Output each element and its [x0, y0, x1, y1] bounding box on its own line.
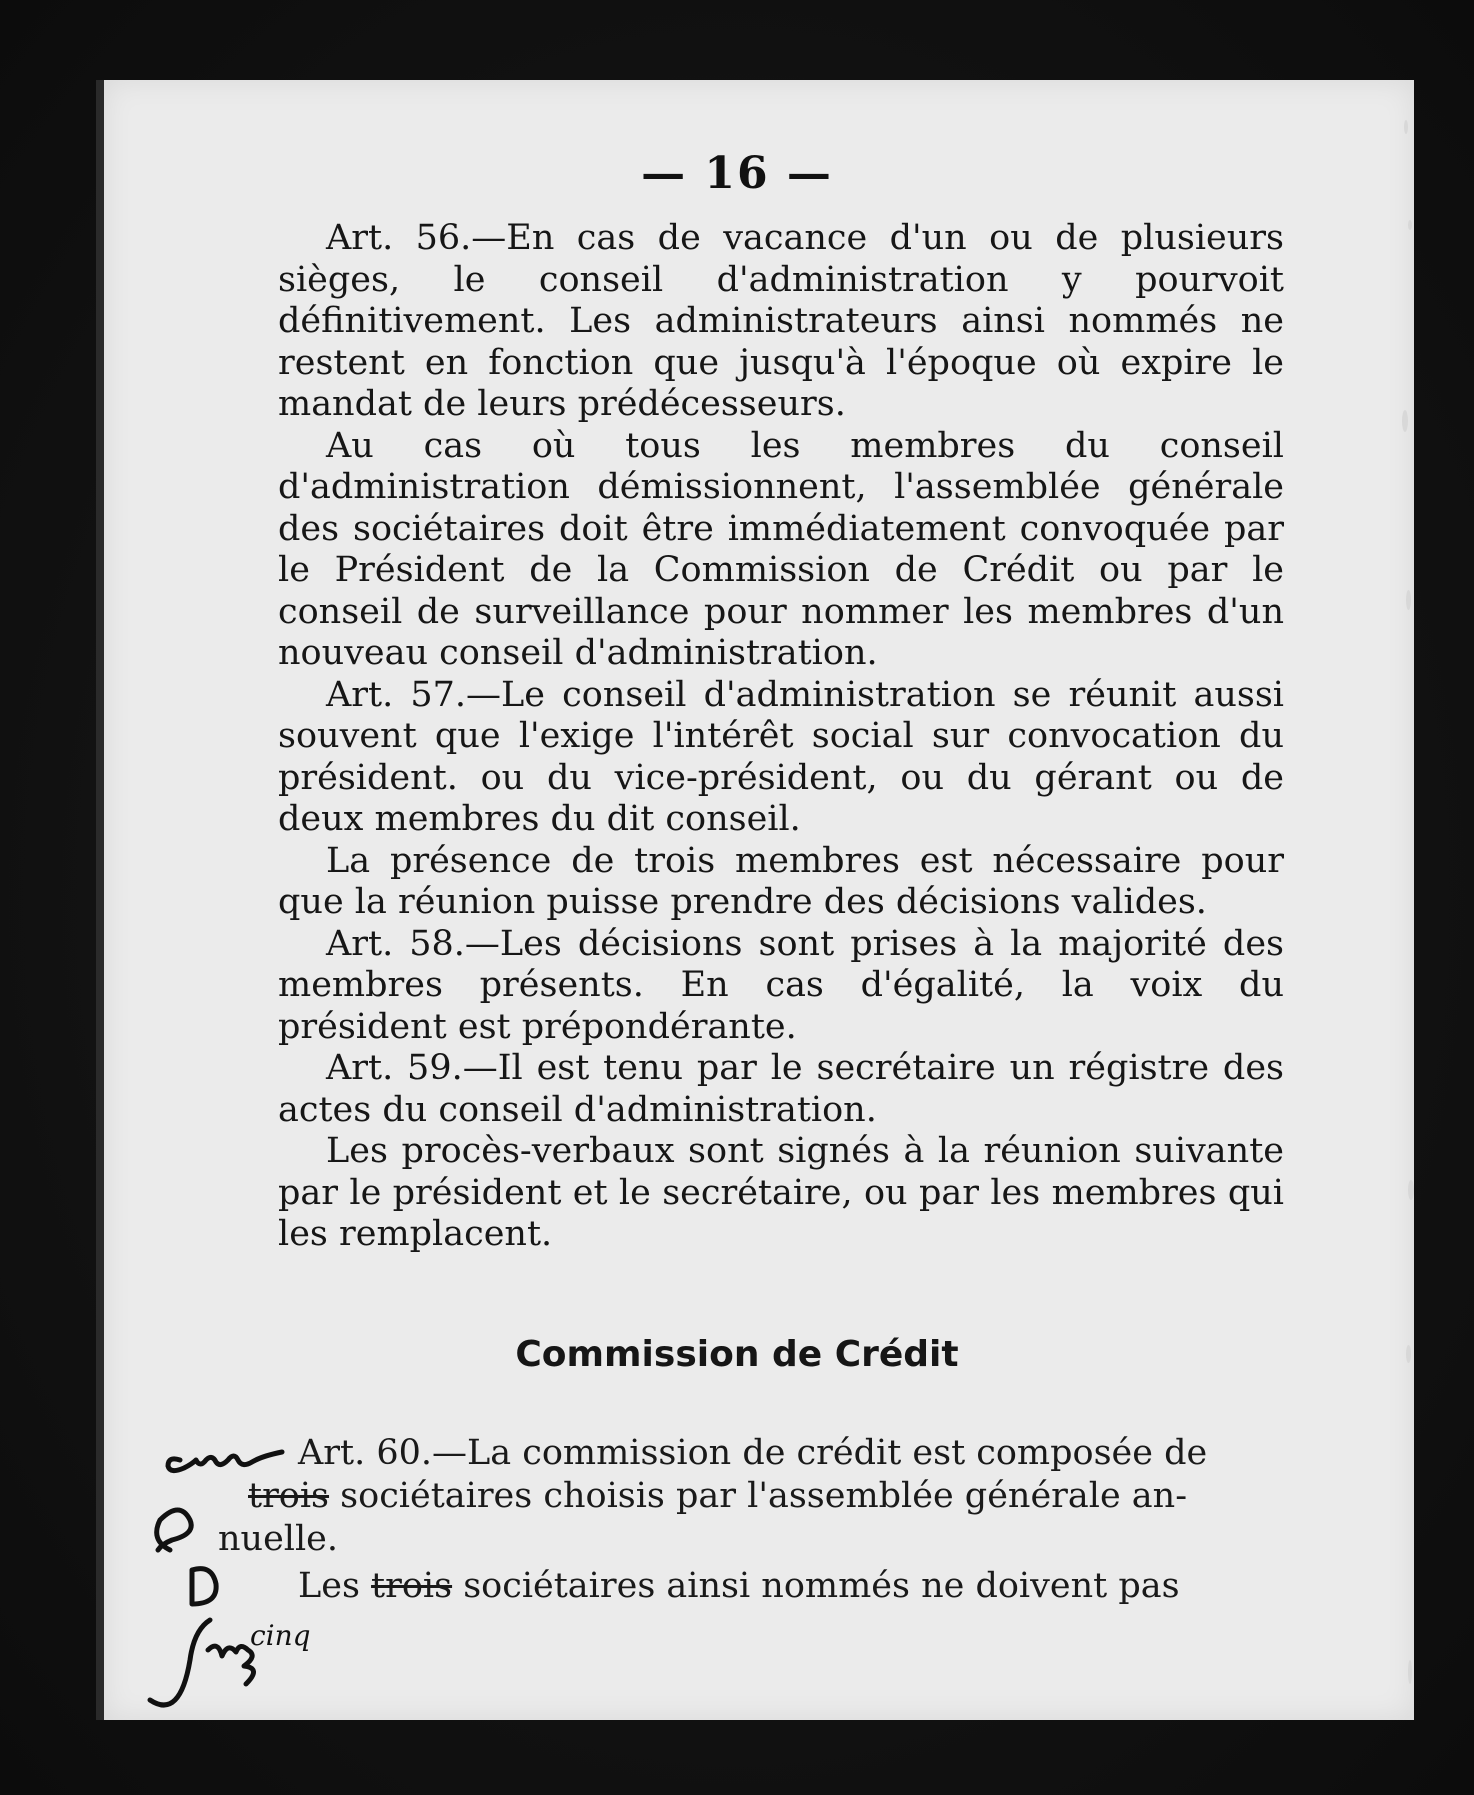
art-60-line-1: Art. 60.—La commission de crédit est composée de [298, 1433, 1208, 1473]
paragraph-art-56-cont: Au cas où tous les membres du conseil d'administration démissionnent, l'assemblée générale des sociétaires doit être immédiatement convoquée par le Président de la Commission de Crédit ou par le conseil de surveillance pour nommer les membres d'un nouveau conseil d'administration. [278, 425, 1284, 673]
paragraph-art-59: Art. 59.—Il est tenu par le secrétaire un régistre des actes du conseil d'administration. [278, 1048, 1284, 1130]
page-number: — 16 — [641, 148, 833, 199]
handwritten-note: cinq [250, 1619, 311, 1652]
art-60-line-4: Les trois sociétaires ainsi nommés ne doivent pas [298, 1566, 1180, 1606]
scan-edge-marks [1394, 0, 1434, 1795]
art-60-text [218, 1432, 1258, 1608]
handwritten-annotations [130, 1420, 330, 1720]
section-heading: Commission de Crédit [515, 1334, 959, 1375]
body-text [278, 218, 1284, 1256]
art-60-line-3: nuelle. [218, 1519, 339, 1559]
paragraph-art-57: Art. 57.—Le conseil d'administration se réunit aussi souvent que l'exige l'intérêt social sur convocation du président. ou du vice-président, ou du gérant ou de deux membres du dit conseil. [278, 674, 1284, 839]
paragraph-art-58: Art. 58.—Les décisions sont prises à la majorité des membres présents. En cas d'égalité, la voix du président est prépondérante. [278, 923, 1284, 1047]
paragraph-art-56: Art. 56.—En cas de vacance d'un ou de plusieurs sièges, le conseil d'administration y pourvoit définitivement. Les administrateurs ainsi nommés ne restent en fonction que jusqu'à l'époque où expire le mandat de leurs prédécesseurs. [278, 218, 1284, 424]
paragraph-art-59-cont: Les procès-verbaux sont signés à la réunion suivante par le président et le secrétaire, ou par les membres qui les remplacent. [278, 1131, 1284, 1254]
struck-word-2: trois [371, 1566, 453, 1606]
paragraph-art-57-cont: La présence de trois membres est nécessaire pour que la réunion puisse prendre des décisions valides. [278, 840, 1284, 922]
art-60-line-2: trois sociétaires choisis par l'assemblée générale an- [248, 1476, 1188, 1516]
handwritten-note-1: cinq [170, 1495, 173, 1496]
struck-word: trois [248, 1476, 330, 1516]
